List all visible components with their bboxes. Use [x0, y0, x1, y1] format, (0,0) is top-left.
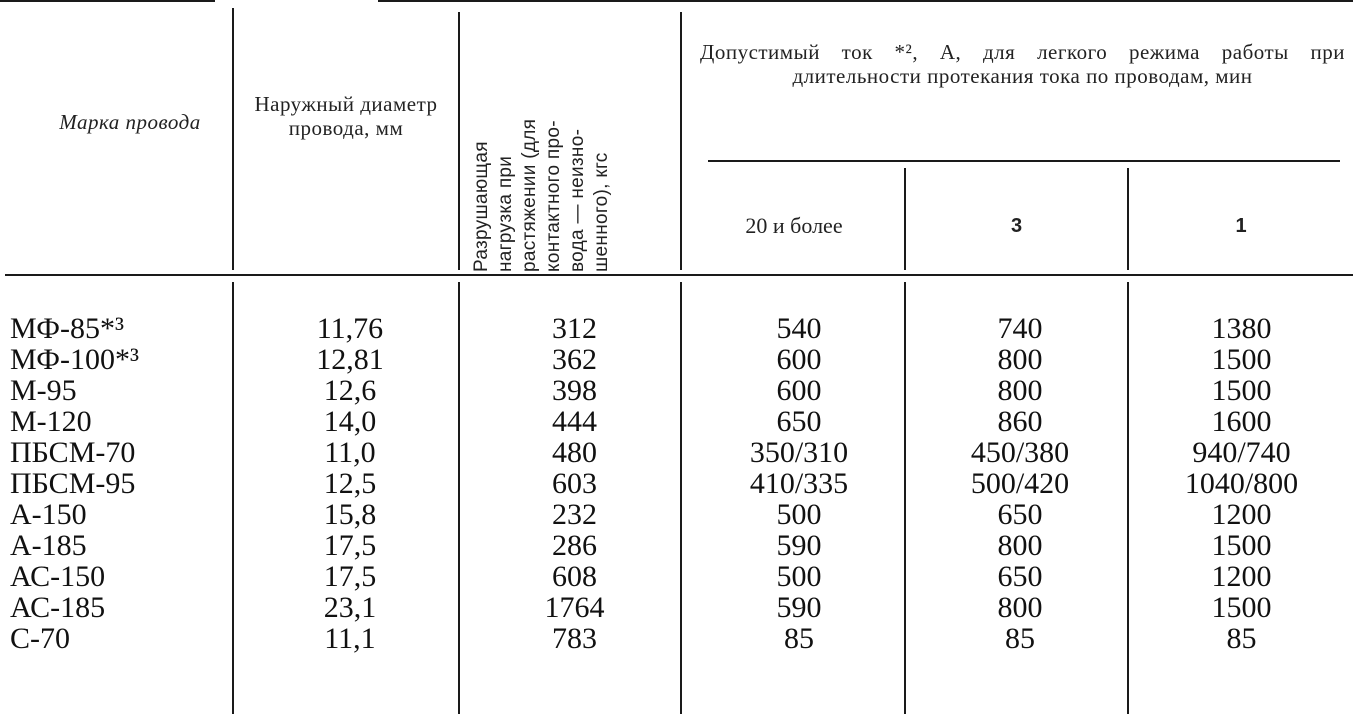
cell-diameter: 12,5	[323, 467, 377, 500]
header-brand: Марка провода	[59, 110, 201, 134]
cell-brand: АС-150	[10, 560, 106, 593]
table-row	[0, 313, 1353, 344]
cell-current-1: 940/740	[1192, 436, 1291, 469]
cell-diameter: 12,6	[323, 374, 377, 407]
top-rule-left	[0, 0, 215, 2]
cell-brand: ПБСМ-70	[10, 436, 136, 469]
cell-diameter: 17,5	[323, 529, 377, 562]
cell-load: 232	[552, 498, 597, 531]
cell-current-20: 600	[776, 343, 822, 376]
cell-current-3: 800	[997, 343, 1043, 376]
table-body	[0, 313, 1353, 654]
cell-diameter: 12,81	[316, 343, 384, 376]
cell-brand: МФ-85*³	[10, 312, 124, 345]
header-breaking-load-line: растяжении (для	[519, 118, 540, 272]
top-rule-right	[378, 0, 1353, 2]
cell-load: 398	[552, 374, 597, 407]
cell-current-20: 500	[776, 498, 822, 531]
table-row	[0, 499, 1353, 530]
cell-current-20: 85	[784, 622, 814, 655]
cell-current-1: 1040/800	[1184, 467, 1299, 500]
cell-current-3: 650	[997, 560, 1043, 593]
header-separator-1	[232, 8, 234, 270]
cell-diameter: 17,5	[323, 560, 377, 593]
cell-brand: М-95	[10, 374, 77, 407]
subheader-3: 3	[1010, 215, 1023, 237]
header-breaking-load-line: шенного), кгс	[591, 152, 612, 272]
cell-current-3: 800	[997, 529, 1043, 562]
cell-current-20: 600	[776, 374, 822, 407]
header-diameter: Наружный диаметр провода, мм	[254, 92, 438, 140]
cell-current-20: 540	[776, 312, 822, 345]
subheader-20-plus: 20 и более	[745, 213, 843, 238]
cell-current-3: 800	[997, 374, 1043, 407]
cell-current-1: 1500	[1211, 374, 1272, 407]
cell-current-3: 740	[997, 312, 1043, 345]
cell-current-1: 1200	[1211, 560, 1272, 593]
cell-current-3: 650	[997, 498, 1043, 531]
cell-brand: А-185	[10, 529, 87, 562]
cell-current-20: 590	[776, 591, 822, 624]
cell-current-1: 85	[1226, 622, 1257, 655]
cell-load: 286	[552, 529, 597, 562]
cell-current-3: 860	[997, 405, 1043, 438]
cell-diameter: 14,0	[323, 405, 377, 438]
cell-current-3: 85	[1005, 622, 1035, 655]
cell-load: 444	[552, 405, 597, 438]
table-row	[0, 375, 1353, 406]
table-row	[0, 406, 1353, 437]
cell-current-1: 1500	[1211, 591, 1272, 624]
cell-diameter: 15,8	[323, 498, 377, 531]
cell-current-20: 650	[776, 405, 822, 438]
cell-current-3: 800	[997, 591, 1043, 624]
cell-current-20: 350/310	[749, 436, 849, 469]
cell-load: 1764	[544, 591, 605, 624]
cell-current-1: 1600	[1211, 405, 1272, 438]
cell-load: 480	[552, 436, 597, 469]
cell-load: 608	[552, 560, 597, 593]
cell-brand: ПБСМ-95	[10, 467, 136, 500]
subheader-1: 1	[1235, 215, 1247, 237]
cell-current-20: 500	[776, 560, 822, 593]
header-current: Допустимый ток *², А, для легкого режима работы при длительности протекания тока по проводам, мин	[700, 40, 1345, 88]
cell-brand: М-120	[10, 405, 92, 438]
header-separator-2	[458, 12, 460, 270]
cell-current-1: 1200	[1211, 498, 1272, 531]
table-row	[0, 530, 1353, 561]
table-row	[0, 561, 1353, 592]
cell-current-1: 1500	[1211, 529, 1272, 562]
cell-load: 362	[552, 343, 597, 376]
cell-diameter: 11,1	[324, 622, 376, 655]
subheader-rule	[708, 160, 1340, 162]
cell-diameter: 23,1	[323, 591, 377, 624]
cell-brand: МФ-100*³	[10, 343, 139, 376]
cell-current-1: 1500	[1211, 343, 1272, 376]
header-breaking-load-line: контактного про-	[543, 120, 564, 272]
table-row	[0, 623, 1353, 654]
cell-brand: С-70	[10, 622, 70, 655]
cell-brand: АС-185	[10, 591, 106, 624]
cell-current-20: 590	[776, 529, 822, 562]
cell-current-3: 500/420	[970, 467, 1070, 500]
header-breaking-load	[470, 17, 614, 272]
cell-current-1: 1380	[1211, 312, 1272, 345]
header-bottom-rule	[5, 274, 1353, 276]
cell-brand: А-150	[10, 498, 87, 531]
cell-diameter: 11,0	[324, 436, 376, 469]
table-row	[0, 592, 1353, 623]
cell-diameter: 11,76	[316, 312, 384, 345]
cell-load: 312	[552, 312, 597, 345]
header-separator-3	[680, 12, 682, 270]
cell-load: 603	[552, 467, 597, 500]
header-breaking-load-line: нагрузка при	[495, 155, 516, 272]
cell-load: 783	[552, 622, 597, 655]
header-breaking-load-line: Разрушающая	[471, 141, 492, 272]
cell-current-3: 450/380	[970, 436, 1070, 469]
table-row	[0, 437, 1353, 468]
cell-current-20: 410/335	[749, 467, 849, 500]
header-breaking-load-line: вода — неизно-	[567, 128, 588, 272]
table-row	[0, 468, 1353, 499]
table-row	[0, 344, 1353, 375]
